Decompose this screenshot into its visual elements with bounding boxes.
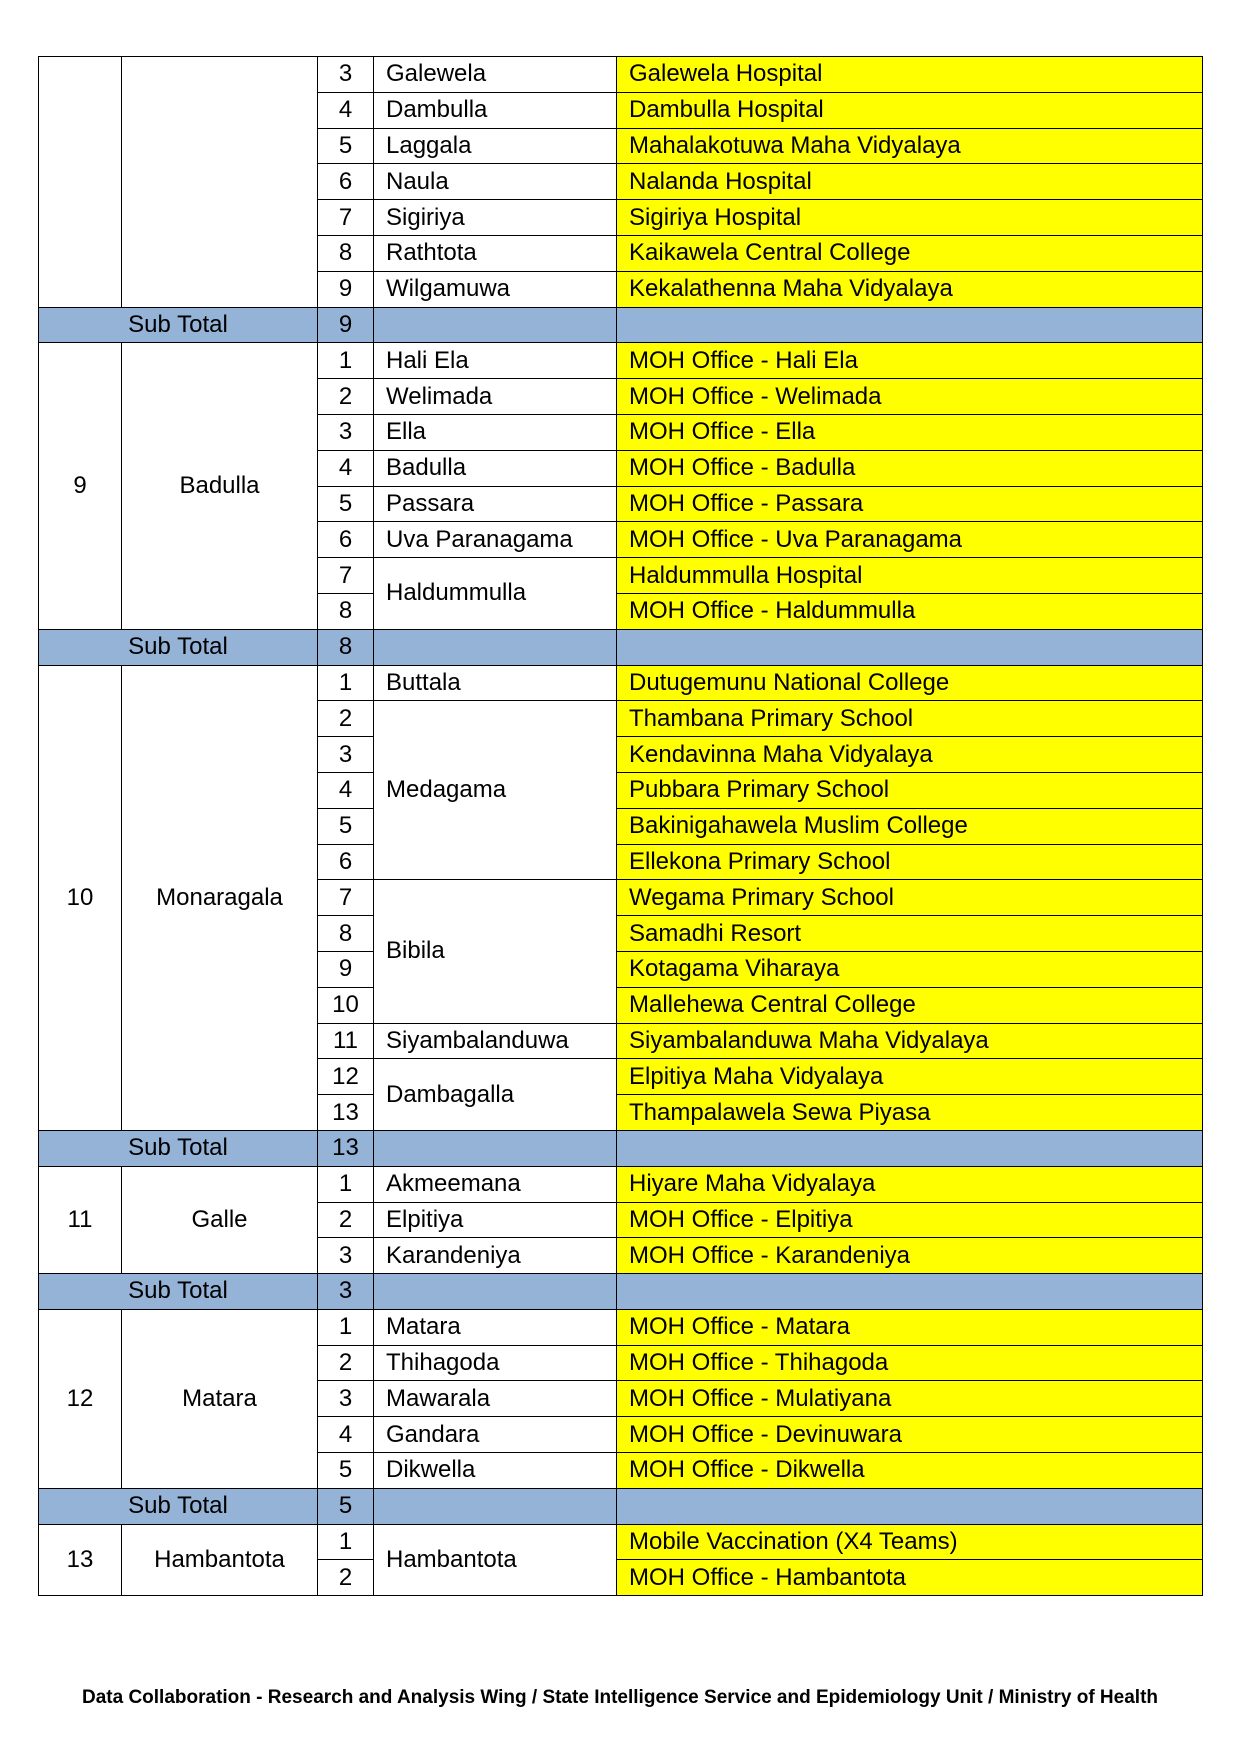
moh-area-cell: Laggala — [374, 128, 617, 164]
vaccination-centre-cell: MOH Office - Ella — [617, 414, 1203, 450]
district-name-cell: Galle — [122, 1166, 318, 1273]
district-number-cell: 11 — [39, 1166, 122, 1273]
footer-credit: Data Collaboration - Research and Analysis Wing / State Intelligence Service and Epidemiology Unit / Ministry of Health — [81, 1687, 1158, 1708]
subtotal-row — [39, 1274, 1203, 1310]
moh-area-cell: Dambagalla — [374, 1059, 617, 1131]
vaccination-centre-cell: Thampalawela Sewa Piyasa — [617, 1095, 1203, 1131]
subtotal-blank-cell — [374, 1274, 617, 1310]
vaccination-centre-cell: MOH Office - Hambantota — [617, 1560, 1203, 1596]
vaccination-centre-cell: MOH Office - Passara — [617, 486, 1203, 522]
district-name-cell: Monaragala — [122, 665, 318, 1130]
moh-area-cell: Elpitiya — [374, 1202, 617, 1238]
centre-index-cell: 4 — [318, 772, 374, 808]
centre-index-cell: 3 — [318, 737, 374, 773]
subtotal-count: 5 — [318, 1488, 374, 1524]
moh-area-cell: Dambulla — [374, 92, 617, 128]
centre-index-cell: 1 — [318, 1524, 374, 1560]
centre-index-cell: 2 — [318, 1345, 374, 1381]
vaccination-centre-cell: Mallehewa Central College — [617, 987, 1203, 1023]
vaccination-centre-cell: Sigiriya Hospital — [617, 200, 1203, 236]
district-number-cell: 13 — [39, 1524, 122, 1596]
centre-index-cell: 5 — [318, 128, 374, 164]
moh-area-cell: Passara — [374, 486, 617, 522]
centre-index-cell: 5 — [318, 486, 374, 522]
centre-index-cell: 5 — [318, 808, 374, 844]
centre-index-cell: 3 — [318, 414, 374, 450]
vaccination-centre-cell: Samadhi Resort — [617, 916, 1203, 952]
centre-index-cell: 6 — [318, 164, 374, 200]
table-row — [39, 57, 1203, 93]
moh-area-cell: Welimada — [374, 379, 617, 415]
centre-index-cell: 9 — [318, 951, 374, 987]
centre-index-cell: 7 — [318, 200, 374, 236]
vaccination-centre-cell: Bakinigahawela Muslim College — [617, 808, 1203, 844]
vaccination-centre-cell: Kendavinna Maha Vidyalaya — [617, 737, 1203, 773]
district-number-cell — [39, 57, 122, 308]
vaccination-centre-cell: Elpitiya Maha Vidyalaya — [617, 1059, 1203, 1095]
vaccination-centre-cell: Mahalakotuwa Maha Vidyalaya — [617, 128, 1203, 164]
vaccination-centre-cell: Galewela Hospital — [617, 57, 1203, 93]
vaccination-centre-cell: MOH Office - Hali Ela — [617, 343, 1203, 379]
centre-index-cell: 2 — [318, 1202, 374, 1238]
subtotal-label: Sub Total — [39, 629, 318, 665]
moh-area-cell: Rathtota — [374, 235, 617, 271]
vaccination-centre-cell: Nalanda Hospital — [617, 164, 1203, 200]
vaccination-centre-cell: Hiyare Maha Vidyalaya — [617, 1166, 1203, 1202]
centre-index-cell: 8 — [318, 235, 374, 271]
subtotal-blank-cell — [374, 629, 617, 665]
vaccination-centre-cell: MOH Office - Thihagoda — [617, 1345, 1203, 1381]
vaccination-centres-table — [38, 56, 1203, 1596]
centre-index-cell: 3 — [318, 57, 374, 93]
vaccination-centre-cell: Dutugemunu National College — [617, 665, 1203, 701]
subtotal-blank-cell — [374, 1130, 617, 1166]
district-name-cell: Badulla — [122, 343, 318, 629]
centre-index-cell: 12 — [318, 1059, 374, 1095]
centre-index-cell: 4 — [318, 450, 374, 486]
vaccination-centre-cell: Kotagama Viharaya — [617, 951, 1203, 987]
table-row — [39, 1309, 1203, 1345]
subtotal-row — [39, 629, 1203, 665]
moh-area-cell: Mawarala — [374, 1381, 617, 1417]
subtotal-label: Sub Total — [39, 1130, 318, 1166]
vaccination-centre-cell: Kekalathenna Maha Vidyalaya — [617, 271, 1203, 307]
moh-area-cell: Haldummulla — [374, 558, 617, 630]
moh-area-cell: Medagama — [374, 701, 617, 880]
vaccination-centre-cell: MOH Office - Devinuwara — [617, 1417, 1203, 1453]
vaccination-centre-cell: MOH Office - Haldummulla — [617, 593, 1203, 629]
moh-area-cell: Wilgamuwa — [374, 271, 617, 307]
district-number-cell: 10 — [39, 665, 122, 1130]
centre-index-cell: 1 — [318, 1309, 374, 1345]
centre-index-cell: 5 — [318, 1453, 374, 1489]
table-row — [39, 1166, 1203, 1202]
moh-area-cell: Hambantota — [374, 1524, 617, 1596]
subtotal-blank-cell — [374, 1488, 617, 1524]
centre-index-cell: 2 — [318, 1560, 374, 1596]
centre-index-cell: 1 — [318, 343, 374, 379]
subtotal-count: 13 — [318, 1130, 374, 1166]
moh-area-cell: Akmeemana — [374, 1166, 617, 1202]
district-name-cell — [122, 57, 318, 308]
subtotal-count: 3 — [318, 1274, 374, 1310]
moh-area-cell: Buttala — [374, 665, 617, 701]
moh-area-cell: Hali Ela — [374, 343, 617, 379]
subtotal-blank-cell — [617, 1274, 1203, 1310]
subtotal-count: 9 — [318, 307, 374, 343]
centre-index-cell: 8 — [318, 916, 374, 952]
subtotal-blank-cell — [617, 1130, 1203, 1166]
vaccination-centre-cell: MOH Office - Welimada — [617, 379, 1203, 415]
centre-index-cell: 8 — [318, 593, 374, 629]
centre-index-cell: 4 — [318, 92, 374, 128]
centre-index-cell: 1 — [318, 665, 374, 701]
moh-area-cell: Karandeniya — [374, 1238, 617, 1274]
district-number-cell: 12 — [39, 1309, 122, 1488]
table-row — [39, 343, 1203, 379]
moh-area-cell: Badulla — [374, 450, 617, 486]
vaccination-centre-cell: Siyambalanduwa Maha Vidyalaya — [617, 1023, 1203, 1059]
vaccination-centre-cell: MOH Office - Elpitiya — [617, 1202, 1203, 1238]
vaccination-centre-cell: Ellekona Primary School — [617, 844, 1203, 880]
vaccination-centre-cell: Wegama Primary School — [617, 880, 1203, 916]
subtotal-label: Sub Total — [39, 1488, 318, 1524]
vaccination-centre-cell: MOH Office - Uva Paranagama — [617, 522, 1203, 558]
moh-area-cell: Sigiriya — [374, 200, 617, 236]
moh-area-cell: Matara — [374, 1309, 617, 1345]
centre-index-cell: 6 — [318, 844, 374, 880]
moh-area-cell: Siyambalanduwa — [374, 1023, 617, 1059]
centre-index-cell: 7 — [318, 558, 374, 594]
centre-index-cell: 3 — [318, 1381, 374, 1417]
centre-index-cell: 6 — [318, 522, 374, 558]
subtotal-row — [39, 1488, 1203, 1524]
centre-index-cell: 7 — [318, 880, 374, 916]
centre-index-cell: 1 — [318, 1166, 374, 1202]
vaccination-centre-cell: Kaikawela Central College — [617, 235, 1203, 271]
vaccination-centre-cell: MOH Office - Dikwella — [617, 1453, 1203, 1489]
table-row — [39, 665, 1203, 701]
vaccination-centre-cell: Dambulla Hospital — [617, 92, 1203, 128]
vaccination-centre-cell: MOH Office - Karandeniya — [617, 1238, 1203, 1274]
subtotal-count: 8 — [318, 629, 374, 665]
centre-index-cell: 2 — [318, 379, 374, 415]
moh-area-cell: Dikwella — [374, 1453, 617, 1489]
vaccination-centres-table-container — [38, 56, 1202, 1596]
subtotal-row — [39, 1130, 1203, 1166]
moh-area-cell: Ella — [374, 414, 617, 450]
moh-area-cell: Gandara — [374, 1417, 617, 1453]
centre-index-cell: 13 — [318, 1095, 374, 1131]
table-row — [39, 1524, 1203, 1560]
vaccination-centre-cell: Pubbara Primary School — [617, 772, 1203, 808]
district-name-cell: Matara — [122, 1309, 318, 1488]
district-number-cell: 9 — [39, 343, 122, 629]
centre-index-cell: 10 — [318, 987, 374, 1023]
moh-area-cell: Bibila — [374, 880, 617, 1023]
vaccination-centre-cell: MOH Office - Matara — [617, 1309, 1203, 1345]
moh-area-cell: Galewela — [374, 57, 617, 93]
vaccination-centre-cell: Haldummulla Hospital — [617, 558, 1203, 594]
centre-index-cell: 2 — [318, 701, 374, 737]
subtotal-blank-cell — [617, 307, 1203, 343]
subtotal-label: Sub Total — [39, 307, 318, 343]
centre-index-cell: 9 — [318, 271, 374, 307]
district-name-cell: Hambantota — [122, 1524, 318, 1596]
centre-index-cell: 3 — [318, 1238, 374, 1274]
subtotal-label: Sub Total — [39, 1274, 318, 1310]
subtotal-blank-cell — [617, 1488, 1203, 1524]
vaccination-centre-cell: Thambana Primary School — [617, 701, 1203, 737]
centre-index-cell: 4 — [318, 1417, 374, 1453]
moh-area-cell: Thihagoda — [374, 1345, 617, 1381]
vaccination-centre-cell: Mobile Vaccination (X4 Teams) — [617, 1524, 1203, 1560]
centre-index-cell: 11 — [318, 1023, 374, 1059]
vaccination-centre-cell: MOH Office - Badulla — [617, 450, 1203, 486]
moh-area-cell: Naula — [374, 164, 617, 200]
subtotal-row — [39, 307, 1203, 343]
vaccination-centre-cell: MOH Office - Mulatiyana — [617, 1381, 1203, 1417]
subtotal-blank-cell — [617, 629, 1203, 665]
moh-area-cell: Uva Paranagama — [374, 522, 617, 558]
subtotal-blank-cell — [374, 307, 617, 343]
table-body — [39, 57, 1203, 1596]
